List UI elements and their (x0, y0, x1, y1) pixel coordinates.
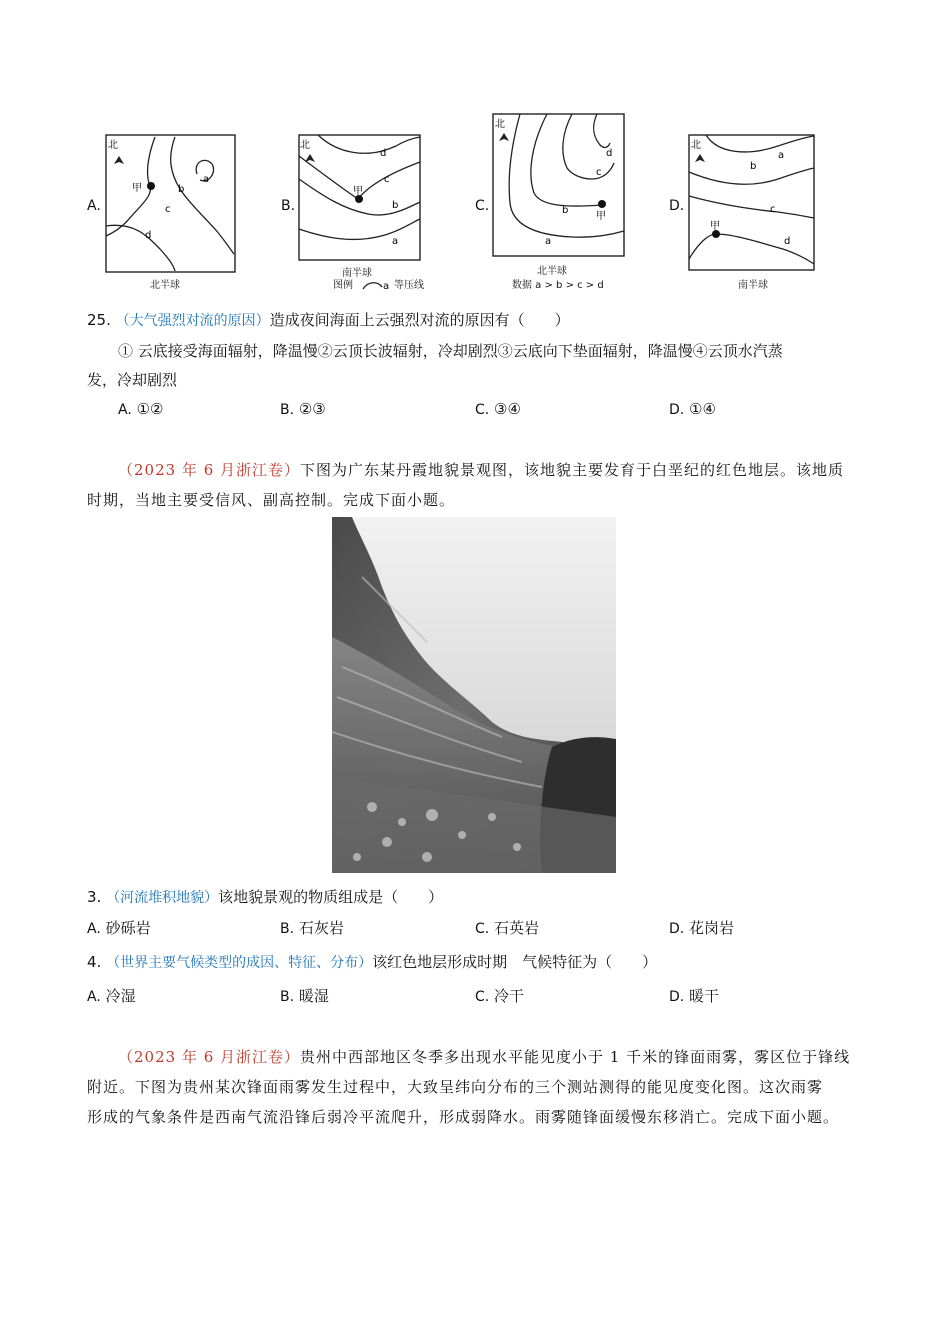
question-4: 4. （世界主要气候类型的成因、特征、分布）该红色地层形成时期 气候特征为（ ） (87, 953, 658, 971)
svg-text:d: d (784, 236, 791, 247)
map-d-caption: 南半球 (738, 280, 768, 291)
point-label: 甲 (132, 183, 142, 194)
svg-text:a: a (392, 236, 399, 247)
passage-source: （2023 年 6 月浙江卷） (118, 461, 301, 479)
question-stem: 该地貌景观的物质组成是（ ） (218, 888, 444, 906)
question-25 (87, 310, 570, 331)
q25-option-a[interactable]: A. ①② (118, 400, 164, 418)
svg-text:d: d (380, 148, 387, 159)
svg-text:c: c (165, 204, 171, 215)
question-stem: 该红色地层形成时期 气候特征为（ ） (372, 953, 658, 971)
question-stem: 造成夜间海面上云强烈对流的原因有（ ） (269, 311, 570, 329)
svg-text:c: c (384, 174, 390, 185)
passage-2-line3: 形成的气象条件是西南气流沿锋后弱冷平流爬升，形成弱降水。雨雾随锋面缓慢东移消亡。完成下面小题。 (87, 1108, 840, 1126)
svg-text:a: a (778, 150, 785, 161)
svg-text:c: c (596, 167, 602, 178)
passage-1-line1: （2023 年 6 月浙江卷）下图为广东某丹霞地貌景观图，该地貌主要发育于白垩纪的红色地层。该地质 (118, 461, 845, 479)
legend-text: 等压线 (394, 280, 424, 291)
map-c (492, 113, 626, 258)
map-a (105, 134, 237, 274)
q4-option-d[interactable]: D. 暖干 (669, 987, 720, 1005)
map-d-letter: D. (669, 198, 685, 214)
question-3: 3. （河流堆积地貌）该地貌景观的物质组成是（ ） (87, 888, 444, 906)
question-tag: （世界主要气候类型的成因、特征、分布） (106, 955, 373, 971)
q4-option-a[interactable]: A. 冷湿 (87, 987, 136, 1005)
svg-text:甲: 甲 (353, 186, 363, 197)
q3-option-d[interactable]: D. 花岗岩 (669, 919, 735, 937)
q25-statements-line2: 发，冷却剧烈 (87, 371, 178, 389)
north-label: 北 (108, 140, 118, 151)
question-tag: （河流堆积地貌） (106, 890, 219, 906)
svg-text:b: b (392, 200, 399, 211)
danxia-landform-photo (332, 517, 616, 873)
q3-option-c[interactable]: C. 石英岩 (475, 919, 540, 937)
passage-2-line1: （2023 年 6 月浙江卷）贵州中西部地区冬季多出现水平能见度小于 1 千米的锋面雨雾，雾区位于锋线 (118, 1048, 851, 1066)
svg-text:甲: 甲 (596, 211, 606, 222)
svg-text:d: d (606, 148, 613, 159)
q3-option-a[interactable]: A. 砂砾岩 (87, 919, 151, 937)
svg-text:b: b (750, 161, 757, 172)
isobar-legend-icon (360, 276, 390, 295)
svg-text:a: a (383, 281, 390, 291)
map-a-letter: A. (87, 198, 101, 214)
passage-2-line2: 附近。下图为贵州某次锋面雨雾发生过程中，大致呈纬向分布的三个测站测得的能见度变化图。这次雨雾 (87, 1078, 824, 1096)
svg-text:b: b (178, 184, 185, 195)
q25-option-d[interactable]: D. ①④ (669, 400, 716, 418)
svg-text:d: d (145, 230, 152, 241)
svg-text:a: a (545, 236, 552, 247)
svg-text:北: 北 (300, 140, 310, 151)
legend-label: 图例 (333, 280, 353, 291)
map-a-caption: 北半球 (150, 280, 180, 291)
svg-text:c: c (770, 204, 776, 215)
q25-statements-line1: ① 云底接受海面辐射，降温慢②云顶长波辐射，冷却剧烈③云底向下垫面辐射，降温慢④云顶水汽蒸 (118, 342, 783, 360)
question-number: 25. (87, 311, 111, 329)
passage-1-line2: 时期，当地主要受信风、副高控制。完成下面小题。 (87, 491, 456, 509)
svg-text:b: b (562, 205, 569, 216)
q3-option-b[interactable]: B. 石灰岩 (280, 919, 344, 937)
q4-option-b[interactable]: B. 暖湿 (280, 987, 329, 1005)
map-c-caption: 北半球 (537, 266, 567, 277)
svg-text:北: 北 (691, 140, 701, 151)
map-d (688, 134, 816, 272)
q25-option-c[interactable]: C. ③④ (475, 400, 521, 418)
q4-option-c[interactable]: C. 冷干 (475, 987, 525, 1005)
question-tag: （大气强烈对流的原因） (115, 313, 270, 329)
map-b-letter: B. (281, 198, 296, 214)
passage-source: （2023 年 6 月浙江卷） (118, 1048, 301, 1066)
svg-text:a: a (203, 174, 210, 185)
map-b (298, 134, 422, 262)
q25-option-b[interactable]: B. ②③ (280, 400, 326, 418)
map-c-note: 数据 a > b > c > d (512, 280, 604, 291)
map-c-letter: C. (475, 198, 490, 214)
map-b-caption: 南半球 (342, 268, 372, 279)
svg-text:北: 北 (495, 119, 505, 130)
svg-text:甲: 甲 (710, 221, 720, 232)
